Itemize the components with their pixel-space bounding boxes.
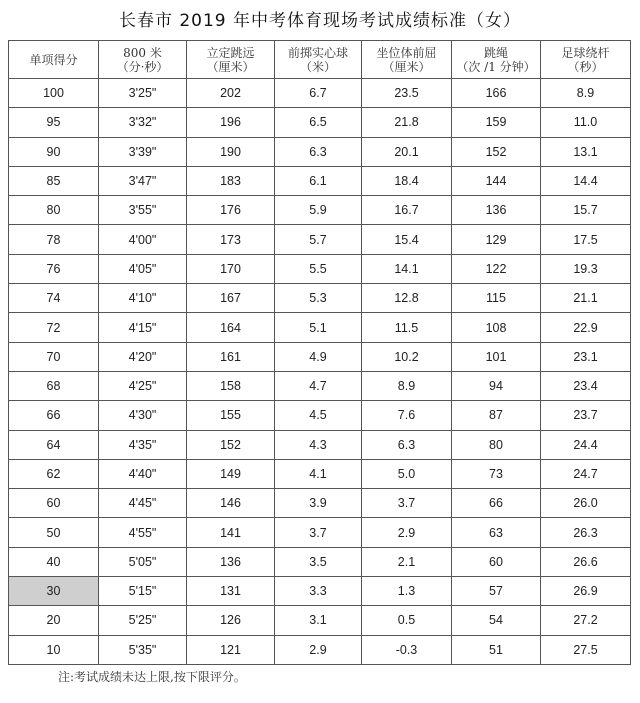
table-row	[9, 166, 631, 195]
table-cell: 74	[9, 284, 99, 313]
table-cell: 1.3	[362, 577, 452, 606]
table-cell: 4.5	[275, 401, 362, 430]
table-cell: 4'15"	[99, 313, 187, 342]
table-cell: 3.3	[275, 577, 362, 606]
table-row	[9, 196, 631, 225]
table-cell: 173	[187, 225, 275, 254]
table-cell: 66	[452, 489, 541, 518]
table-cell: 183	[187, 166, 275, 195]
table-cell: 5.1	[275, 313, 362, 342]
table-cell: 3.7	[362, 489, 452, 518]
table-cell: 159	[452, 108, 541, 137]
table-cell: 3.1	[275, 606, 362, 635]
table-cell: 26.6	[541, 547, 631, 576]
column-header-unit: （厘米）	[382, 59, 431, 74]
table-row	[9, 108, 631, 137]
table-cell: 8.9	[362, 371, 452, 400]
table-cell: 10	[9, 635, 99, 664]
table-cell: 5.5	[275, 254, 362, 283]
table-cell: 16.7	[362, 196, 452, 225]
table-cell: 14.4	[541, 166, 631, 195]
table-cell: 20	[9, 606, 99, 635]
table-cell: 4.1	[275, 459, 362, 488]
table-cell: 141	[187, 518, 275, 547]
column-header-unit: （秒）	[567, 59, 604, 74]
table-cell: 158	[187, 371, 275, 400]
table-cell: 10.2	[362, 342, 452, 371]
table-cell: 23.5	[362, 79, 452, 108]
table-cell: 95	[9, 108, 99, 137]
table-cell: 5.9	[275, 196, 362, 225]
table-cell: 63	[452, 518, 541, 547]
table-row	[9, 284, 631, 313]
table-cell: 19.3	[541, 254, 631, 283]
table-row	[9, 518, 631, 547]
table-cell: 6.7	[275, 79, 362, 108]
table-cell: 6.3	[362, 430, 452, 459]
table-cell: 66	[9, 401, 99, 430]
table-cell: 13.1	[541, 137, 631, 166]
table-cell: 4'30"	[99, 401, 187, 430]
column-header-unit: （米）	[299, 59, 336, 74]
table-cell: 3'32"	[99, 108, 187, 137]
table-cell: 144	[452, 166, 541, 195]
table-cell: 2.1	[362, 547, 452, 576]
table-cell: 51	[452, 635, 541, 664]
table-cell: 5.7	[275, 225, 362, 254]
table-cell: 136	[452, 196, 541, 225]
table-cell: 80	[452, 430, 541, 459]
column-header	[275, 41, 362, 79]
table-body	[9, 79, 631, 665]
table-cell: 122	[452, 254, 541, 283]
table-cell: 15.7	[541, 196, 631, 225]
table-cell: 129	[452, 225, 541, 254]
table-cell: 27.5	[541, 635, 631, 664]
table-cell: 100	[9, 79, 99, 108]
table-cell: 121	[187, 635, 275, 664]
table-cell: 14.1	[362, 254, 452, 283]
table-cell: 155	[187, 401, 275, 430]
table-cell: 3'55"	[99, 196, 187, 225]
table-cell: 23.4	[541, 371, 631, 400]
table-cell: 126	[187, 606, 275, 635]
table-cell: 11.0	[541, 108, 631, 137]
table-cell: 164	[187, 313, 275, 342]
table-cell: 5'05"	[99, 547, 187, 576]
table-cell: 72	[9, 313, 99, 342]
table-cell: 202	[187, 79, 275, 108]
table-cell: 131	[187, 577, 275, 606]
table-row	[9, 606, 631, 635]
column-header	[541, 41, 631, 79]
table-cell: 146	[187, 489, 275, 518]
table-cell: 64	[9, 430, 99, 459]
table-cell: 50	[9, 518, 99, 547]
column-header	[452, 41, 541, 79]
table-cell: 11.5	[362, 313, 452, 342]
score-table	[8, 40, 631, 665]
column-header-label: 单项得分	[29, 52, 78, 67]
table-cell: 68	[9, 371, 99, 400]
table-cell: 152	[187, 430, 275, 459]
table-cell: 17.5	[541, 225, 631, 254]
table-cell: 40	[9, 547, 99, 576]
table-cell: 3.9	[275, 489, 362, 518]
table-cell: 0.5	[362, 606, 452, 635]
table-row	[9, 489, 631, 518]
table-cell: 24.4	[541, 430, 631, 459]
table-cell: 6.5	[275, 108, 362, 137]
table-cell: 161	[187, 342, 275, 371]
table-cell: 4'10"	[99, 284, 187, 313]
table-row	[9, 342, 631, 371]
table-row	[9, 430, 631, 459]
table-cell: 196	[187, 108, 275, 137]
table-cell: 24.7	[541, 459, 631, 488]
table-cell: 108	[452, 313, 541, 342]
table-cell: 4.3	[275, 430, 362, 459]
table-cell: 152	[452, 137, 541, 166]
table-cell: 170	[187, 254, 275, 283]
table-cell: 3'25"	[99, 79, 187, 108]
table-cell: 4'35"	[99, 430, 187, 459]
table-cell: 90	[9, 137, 99, 166]
table-cell: 26.3	[541, 518, 631, 547]
table-cell: 5.3	[275, 284, 362, 313]
table-cell: 4'25"	[99, 371, 187, 400]
table-header-row	[9, 41, 631, 79]
table-cell: 21.8	[362, 108, 452, 137]
column-header-label: 800 米	[123, 45, 162, 60]
table-cell: 94	[452, 371, 541, 400]
table-row	[9, 577, 631, 606]
table-cell: 15.4	[362, 225, 452, 254]
table-cell: -0.3	[362, 635, 452, 664]
table-cell: 5.0	[362, 459, 452, 488]
table-cell: 23.1	[541, 342, 631, 371]
table-cell: 3'39"	[99, 137, 187, 166]
table-cell: 136	[187, 547, 275, 576]
table-cell: 87	[452, 401, 541, 430]
column-header-label: 立定跳远	[206, 45, 255, 60]
table-cell: 57	[452, 577, 541, 606]
table-row	[9, 137, 631, 166]
table-row	[9, 371, 631, 400]
table-row	[9, 635, 631, 664]
table-cell: 20.1	[362, 137, 452, 166]
table-cell: 176	[187, 196, 275, 225]
table-cell: 167	[187, 284, 275, 313]
table-cell: 30	[9, 577, 99, 606]
column-header-unit: （分·秒）	[116, 59, 169, 74]
table-row	[9, 401, 631, 430]
table-cell: 76	[9, 254, 99, 283]
table-cell: 5'35"	[99, 635, 187, 664]
page-title: 长春市 2019 年中考体育现场考试成绩标准（女）	[118, 11, 522, 31]
table-row	[9, 547, 631, 576]
column-header-label: 坐位体前屈	[376, 45, 437, 60]
table-cell: 6.3	[275, 137, 362, 166]
table-cell: 5'25"	[99, 606, 187, 635]
table-cell: 2.9	[275, 635, 362, 664]
table-row	[9, 313, 631, 342]
table-cell: 4'05"	[99, 254, 187, 283]
table-cell: 149	[187, 459, 275, 488]
table-cell: 73	[452, 459, 541, 488]
table-cell: 21.1	[541, 284, 631, 313]
table-cell: 8.9	[541, 79, 631, 108]
table-cell: 85	[9, 166, 99, 195]
column-header	[187, 41, 275, 79]
table-cell: 4'00"	[99, 225, 187, 254]
table-row	[9, 79, 631, 108]
table-cell: 70	[9, 342, 99, 371]
column-header-unit: （次 /1 分钟）	[456, 59, 536, 74]
column-header	[99, 41, 187, 79]
table-cell: 3'47"	[99, 166, 187, 195]
table-cell: 190	[187, 137, 275, 166]
table-cell: 4'40"	[99, 459, 187, 488]
table-cell: 60	[9, 489, 99, 518]
column-header-unit: （厘米）	[206, 59, 255, 74]
table-cell: 115	[452, 284, 541, 313]
table-cell: 23.7	[541, 401, 631, 430]
table-cell: 4.7	[275, 371, 362, 400]
table-cell: 60	[452, 547, 541, 576]
table-cell: 4'20"	[99, 342, 187, 371]
column-header-label: 足球绕杆	[561, 45, 610, 60]
footnote: 注:考试成绩未达上限,按下限评分。	[58, 670, 246, 684]
table-cell: 12.8	[362, 284, 452, 313]
table-cell: 5'15"	[99, 577, 187, 606]
table-cell: 4'45"	[99, 489, 187, 518]
table-cell: 6.1	[275, 166, 362, 195]
table-cell: 26.9	[541, 577, 631, 606]
table-cell: 101	[452, 342, 541, 371]
table-cell: 7.6	[362, 401, 452, 430]
column-header	[9, 41, 99, 79]
column-header-label: 跳绳	[483, 45, 508, 60]
column-header-label: 前掷实心球	[287, 45, 348, 60]
table-cell: 78	[9, 225, 99, 254]
table-cell: 62	[9, 459, 99, 488]
table-cell: 2.9	[362, 518, 452, 547]
table-cell: 18.4	[362, 166, 452, 195]
table-row	[9, 254, 631, 283]
table-cell: 26.0	[541, 489, 631, 518]
table-cell: 166	[452, 79, 541, 108]
column-header	[362, 41, 452, 79]
table-row	[9, 459, 631, 488]
table-cell: 27.2	[541, 606, 631, 635]
table-cell: 54	[452, 606, 541, 635]
table-row	[9, 225, 631, 254]
table-cell: 3.7	[275, 518, 362, 547]
table-cell: 4'55"	[99, 518, 187, 547]
table-cell: 22.9	[541, 313, 631, 342]
table-cell: 80	[9, 196, 99, 225]
table-cell: 4.9	[275, 342, 362, 371]
table-cell: 3.5	[275, 547, 362, 576]
